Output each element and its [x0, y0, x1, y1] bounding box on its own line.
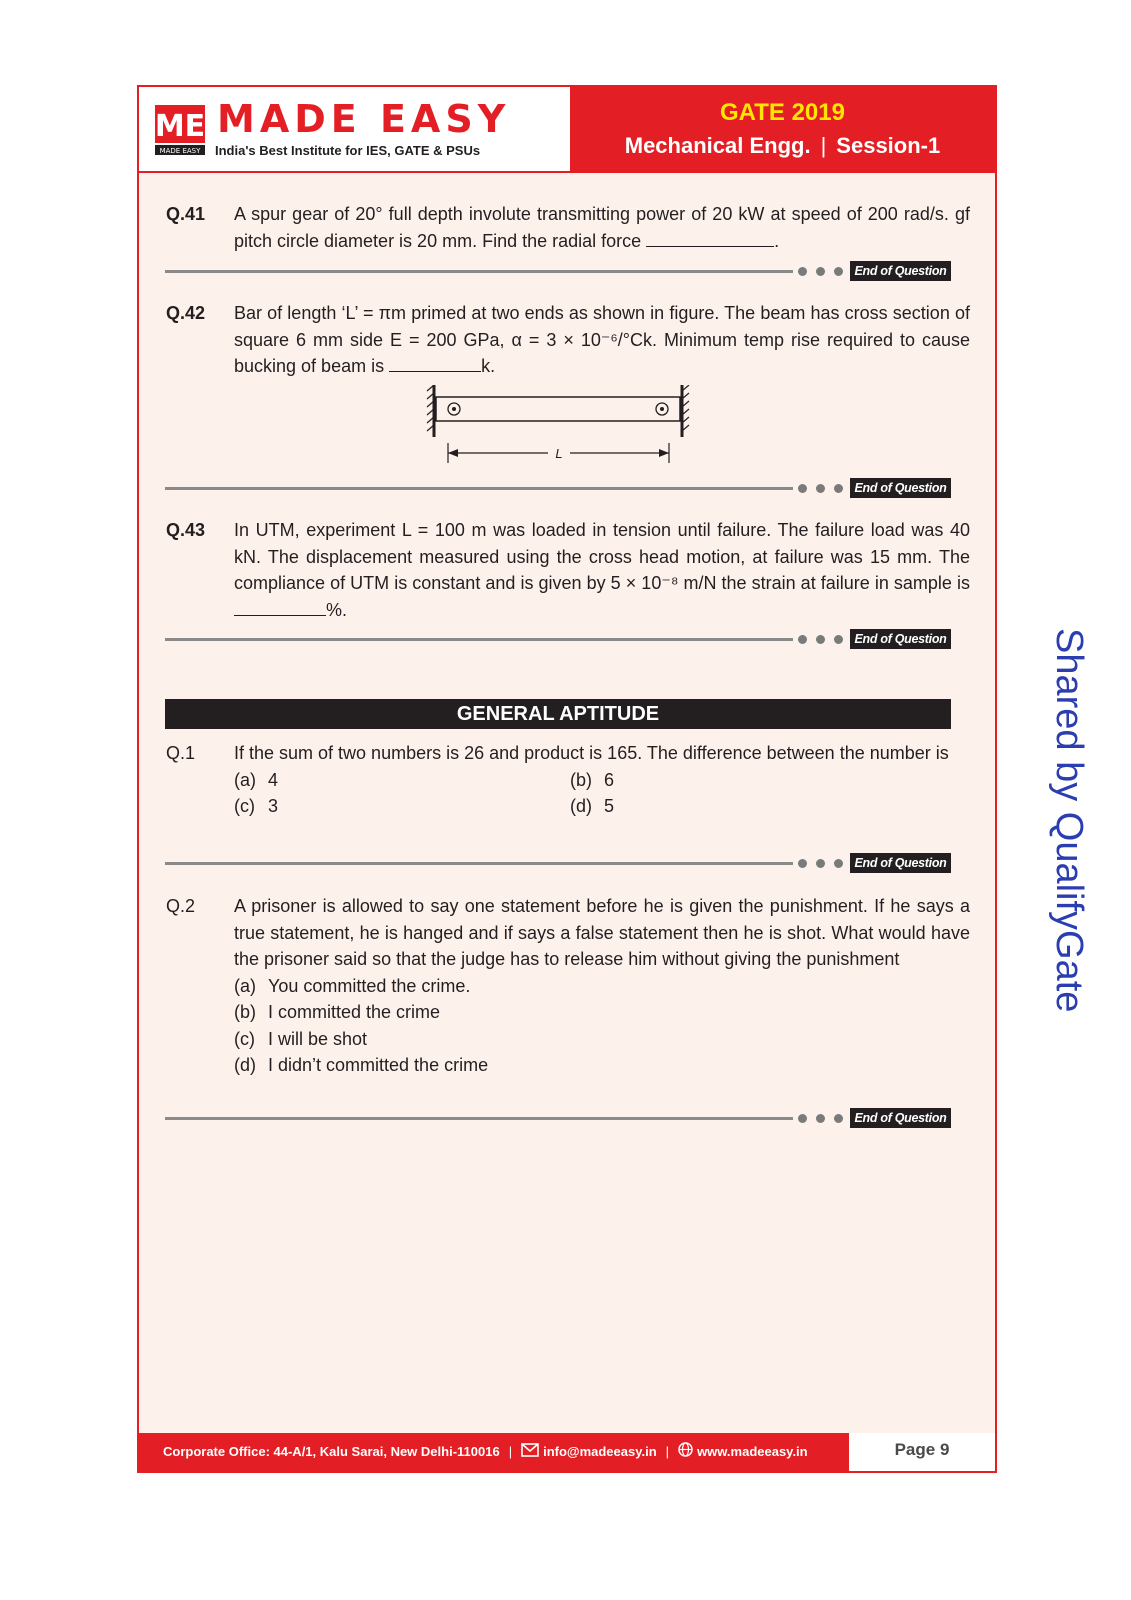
watermark-text: Shared by QualifyGate [1048, 628, 1090, 1013]
divider-dot-icon [834, 635, 843, 644]
question-ga-q2 [166, 893, 970, 1079]
end-of-question-divider [165, 478, 951, 498]
section-title-general-aptitude: GENERAL APTITUDE [165, 699, 951, 729]
question-q42 [166, 300, 970, 380]
question-text: A prisoner is allowed to say one statement before he is given the punishment. If he says a true statement, he is hanged and if says a false statement then he is shot. What would have the prisoner said so that the judge has to release him without giving the punishment [234, 896, 970, 969]
divider-line [165, 638, 793, 641]
svg-text:ME: ME [155, 109, 205, 144]
page-sheet [137, 85, 997, 1473]
divider-dot-icon [834, 1114, 843, 1123]
question-q43 [166, 517, 970, 623]
question-number: Q.41 [166, 204, 206, 224]
made-easy-logo-icon [155, 105, 205, 155]
question-q41 [166, 201, 970, 254]
exam-title: GATE 2019 [720, 99, 845, 126]
divider-dot-icon [798, 267, 807, 276]
divider-dot-icon [816, 635, 825, 644]
end-of-question-tag: End of Question [850, 1108, 951, 1128]
footer-email[interactable]: info@madeeasy.in [543, 1444, 657, 1459]
question-ga-q1 [166, 740, 970, 820]
question-text: A spur gear of 20° full depth involute transmitting power of 20 kW at speed of 200 rad/s. gf pitch circle diameter is 20 mm. Find the radial force . [234, 204, 970, 251]
divider-dot-icon [816, 484, 825, 493]
options-list [234, 973, 970, 1079]
brand-block [139, 87, 570, 173]
divider-dot-icon [834, 267, 843, 276]
footer-office: Corporate Office: 44-A/1, Kalu Sarai, New Delhi-110016 [163, 1444, 500, 1459]
answer-blank [646, 229, 774, 247]
option-c: (c) I will be shot [234, 1028, 368, 1049]
option-c: (c) 3 [234, 796, 279, 816]
question-text: If the sum of two numbers is 26 and product is 165. The difference between the number is [234, 743, 949, 763]
brand-tagline: India's Best Institute for IES, GATE & PSUs [215, 143, 481, 158]
question-number: Q.42 [166, 303, 206, 323]
divider-dot-icon [834, 859, 843, 868]
page-number: Page 9 [849, 1433, 995, 1471]
divider-dot-icon [798, 484, 807, 493]
divider-dot-icon [798, 635, 807, 644]
question-number: Q.1 [166, 743, 196, 763]
brand-name: MADE EASY [217, 97, 511, 141]
divider-dot-icon [798, 1114, 807, 1123]
divider-line [165, 1117, 793, 1120]
end-of-question-divider [165, 853, 951, 873]
end-of-question-tag: End of Question [850, 261, 951, 281]
option-d: (d) 5 [570, 796, 615, 816]
divider-line [165, 270, 793, 273]
footer-website[interactable]: www.madeeasy.in [697, 1444, 808, 1459]
divider-dot-icon [816, 267, 825, 276]
divider-line [165, 862, 793, 865]
option-a: (a) 4 [234, 769, 279, 790]
divider-dot-icon [816, 859, 825, 868]
globe-icon [678, 1434, 693, 1472]
divider-line [165, 487, 793, 490]
answer-blank [389, 354, 481, 372]
page-header [139, 87, 995, 173]
end-of-question-tag: End of Question [850, 629, 951, 649]
option-a: (a) You committed the crime. [234, 975, 471, 996]
question-number: Q.43 [166, 520, 206, 540]
end-of-question-divider [165, 261, 951, 281]
mail-icon [521, 1434, 539, 1472]
footer-contact-bar: Corporate Office: 44-A/1, Kalu Sarai, New Delhi-110016 | info@madeeasy.in | www.madeeasy.in [139, 1433, 849, 1471]
end-of-question-tag: End of Question [850, 478, 951, 498]
page-footer [139, 1433, 995, 1471]
exam-session: Session-1 [836, 133, 941, 158]
question-text: In UTM, experiment L = 100 m was loaded in tension until failure. The failure load was 40 kN. The displacement measured using the cross head motion, at failure was 15 mm. The compliance of UTM is constant and is given by 5 × 10⁻⁸ m/N the strain at failure in sample is %. [234, 520, 970, 620]
divider-dot-icon [834, 484, 843, 493]
end-of-question-divider [165, 1108, 951, 1128]
beam-figure [424, 385, 694, 471]
options-grid [234, 767, 970, 820]
divider-dot-icon [816, 1114, 825, 1123]
answer-blank [234, 598, 326, 616]
option-b: (b) 6 [570, 769, 615, 790]
question-text: Bar of length ‘L’ = πm primed at two ends as shown in figure. The beam has cross section of square 6 mm side E = 200 GPa, α = 3 × 10⁻⁶/°Ck. Minimum temp rise required to cause bucking of beam is k. [234, 303, 970, 376]
svg-text:MADE EASY: MADE EASY [159, 147, 201, 155]
end-of-question-tag: End of Question [850, 853, 951, 873]
divider-dot-icon [798, 859, 807, 868]
option-d: (d) I didn’t committed the crime [234, 1055, 489, 1075]
figure-length-label: L [555, 446, 563, 461]
end-of-question-divider [165, 629, 951, 649]
option-b: (b) I committed the crime [234, 1002, 441, 1022]
exam-subtitle: Mechanical Engg. | Session-1 [624, 133, 941, 158]
question-number: Q.2 [166, 896, 196, 916]
exam-branch: Mechanical Engg. [624, 133, 811, 158]
exam-info-block [570, 87, 995, 173]
